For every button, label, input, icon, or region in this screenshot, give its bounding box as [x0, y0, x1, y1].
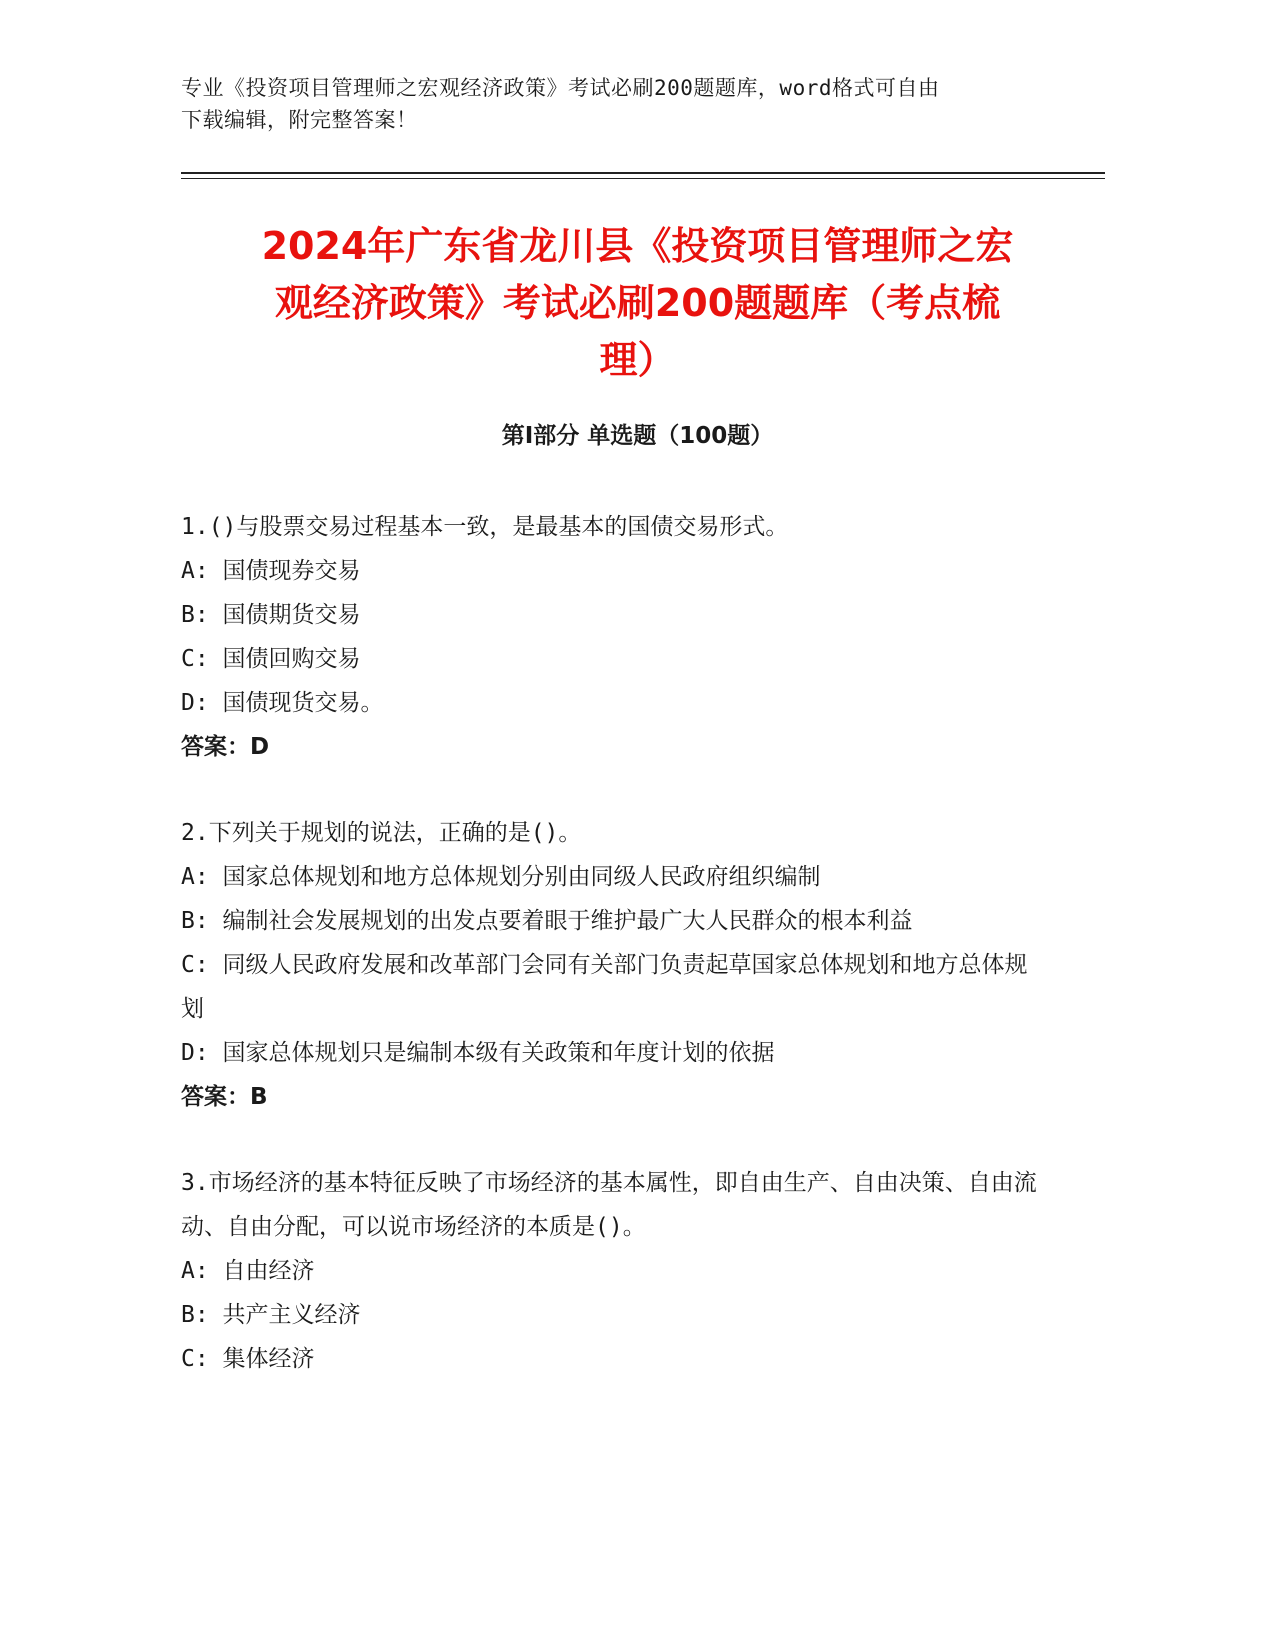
option-d: D: 国家总体规划只是编制本级有关政策和年度计划的依据: [181, 1040, 775, 1066]
question-item-2: [181, 811, 1041, 1119]
header-note-line-1: 专业《投资项目管理师之宏观经济政策》考试必刷200题题库，word格式可自由: [181, 76, 940, 100]
option-a: A: 自由经济: [181, 1258, 315, 1284]
option-b: B: 国债期货交易: [181, 602, 361, 628]
document-title-line-2: 观经济政策》考试必刷200题题库（考点梳: [274, 281, 1001, 325]
option-c: C: 集体经济: [181, 1346, 315, 1372]
option-b: B: 共产主义经济: [181, 1302, 361, 1328]
document-title-line-1: 2024年广东省龙川县《投资项目管理师之宏: [261, 224, 1014, 268]
option-b: B: 编制社会发展规划的出发点要着眼于维护最广大人民群众的根本利益: [181, 908, 913, 934]
document-title: [150, 218, 1125, 389]
answer-label: 答案：D: [181, 734, 270, 760]
option-a: A: 国债现券交易: [181, 558, 361, 584]
header-divider-thin: [181, 178, 1105, 179]
question-item-1: [181, 505, 1041, 769]
question-text: 2.下列关于规划的说法，正确的是()。: [181, 820, 582, 846]
header-divider-thick: [181, 172, 1105, 174]
header-note-line-2: 下载编辑，附完整答案！: [181, 108, 418, 132]
option-c: C: 同级人民政府发展和改革部门会同有关部门负责起草国家总体规划和地方总体规划: [181, 952, 1028, 1022]
option-d: D: 国债现货交易。: [181, 690, 384, 716]
option-a: A: 国家总体规划和地方总体规划分别由同级人民政府组织编制: [181, 864, 821, 890]
option-c: C: 国债回购交易: [181, 646, 361, 672]
document-title-line-3: 理）: [599, 338, 676, 382]
section-heading: 第Ⅰ部分 单选题（100题）: [501, 423, 774, 449]
answer-label: 答案：B: [181, 1084, 268, 1110]
question-text: 1.()与股票交易过程基本一致，是最基本的国债交易形式。: [181, 514, 789, 540]
question-list: [181, 505, 1041, 1423]
question-text: 3.市场经济的基本特征反映了市场经济的基本属性，即自由生产、自由决策、自由流动、自由分配，可以说市场经济的本质是()。: [181, 1170, 1037, 1240]
question-item-3: [181, 1161, 1041, 1381]
header-note: [181, 72, 1081, 136]
